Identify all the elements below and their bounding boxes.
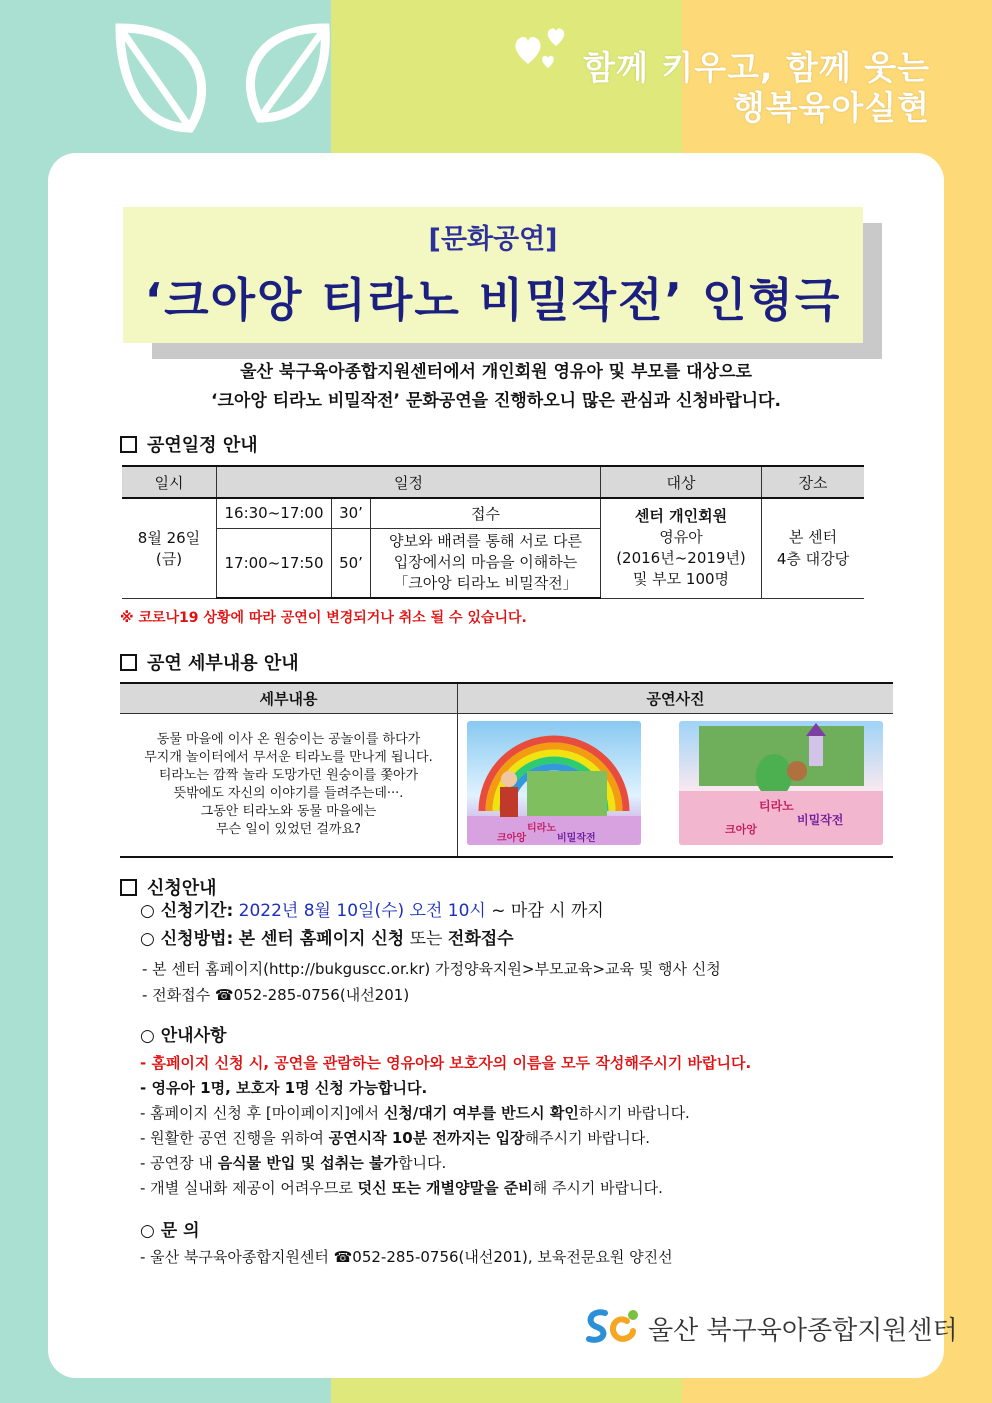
contact-line: - 울산 북구육아종합지원센터 ☎052-285-0756(내선201), 보육전문요원 양진선 — [140, 1248, 673, 1266]
schedule-heading — [120, 431, 258, 457]
period-value: 2022년 8월 10일(수) 오전 10시 — [238, 901, 486, 921]
details-heading-text: 공연 세부내용 안내 — [147, 653, 299, 674]
col-header-details: 세부내용 — [120, 683, 458, 714]
notice-text: - 공연장 내 — [140, 1154, 218, 1172]
hearts-icon — [508, 24, 578, 74]
slogan — [583, 48, 930, 128]
covid-warning: ※ 코로나19 상황에 따라 공연이 변경되거나 취소 될 수 있습니다. — [120, 610, 527, 626]
date: 8월 26일 — [137, 529, 201, 548]
col-header-place: 장소 — [762, 466, 865, 498]
center-logo-icon — [583, 1305, 643, 1347]
period-label: ○ 신청기간: — [140, 901, 234, 921]
notice-item: - 홈페이지 신청 시, 공연을 관람하는 영유아와 보호자의 이름을 모두 작성해주시기 바랍니다. — [140, 1054, 752, 1072]
story-cell — [120, 714, 458, 858]
story-line: 그동안 티라노와 동물 마을에는 — [200, 804, 377, 819]
slogan-line2: 행복육아실현 — [732, 88, 930, 127]
intro-line1: 울산 북구육아종합지원센터에서 개인회원 영유아 및 부모를 대상으로 — [240, 362, 752, 382]
day: (금) — [155, 550, 183, 569]
notice-item: - 영유아 1명, 보호자 1명 신청 가능합니다. — [140, 1079, 428, 1097]
checkbox-icon — [120, 436, 137, 453]
notice-emphasis: 신청/대기 여부를 반드시 확인 — [383, 1104, 579, 1122]
date-cell — [122, 498, 217, 598]
details-heading — [120, 649, 299, 675]
col-header-target: 대상 — [601, 466, 762, 498]
photos-cell — [458, 714, 894, 858]
target-line: 및 부모 100명 — [632, 570, 730, 589]
apply-heading — [120, 874, 217, 900]
story-line: 무지개 놀이터에서 무서운 티라노를 만나게 됩니다. — [144, 750, 433, 765]
method-label: ○ 신청방법: — [140, 929, 234, 949]
content-line: 입장에서의 마음을 이해하는 — [393, 553, 578, 572]
duration-cell: 30’ — [332, 498, 371, 528]
photo2-label: 티라노 — [759, 799, 794, 813]
notice-emphasis: 공연시작 10분 전까지는 입장 — [328, 1129, 525, 1147]
title-category: [문화공연] — [428, 224, 558, 255]
apply-web-line: - 본 센터 홈페이지(http://bukguscc.or.kr) 가정양육지원>부모교육>교육 및 행사 신청 — [142, 960, 721, 978]
method-web: 본 센터 홈페이지 신청 — [238, 929, 405, 949]
performance-photo-2 — [679, 721, 883, 845]
apply-period — [140, 898, 721, 924]
target-line: (2016년~2019년) — [616, 549, 746, 568]
story-line: 뜻밖에도 자신의 이야기를 들려주는데···. — [173, 786, 404, 801]
notice-text: 해주시기 바랍니다. — [524, 1129, 651, 1147]
method-or: 또는 — [409, 929, 443, 949]
content-cell — [371, 528, 601, 598]
contact-heading: ○ 문 의 — [140, 1221, 200, 1241]
photo1-label: 티라노 — [527, 823, 556, 834]
place-cell — [762, 498, 865, 598]
checkbox-icon — [120, 879, 137, 896]
content-line: 양보와 배려를 통해 서로 다른 — [389, 532, 582, 551]
leaves-icon — [110, 18, 340, 148]
story-line: 동물 마을에 이사 온 원숭이는 공놀이를 하다가 — [156, 732, 421, 747]
page-title: ‘크아앙 티라노 비밀작전’ 인형극 — [144, 273, 842, 327]
photo1-label: 크아앙 — [497, 833, 526, 844]
notice-text: - 홈페이지 신청 후 [마이페이지]에서 — [140, 1104, 384, 1122]
notice-item — [140, 1101, 751, 1126]
notice-item — [140, 1151, 751, 1176]
title-box — [123, 207, 863, 343]
notice-list — [140, 1024, 751, 1201]
col-header-schedule: 일정 — [217, 466, 601, 498]
apply-list — [140, 898, 721, 1008]
col-header-photos: 공연사진 — [458, 683, 894, 714]
notice-emphasis: 음식물 반입 및 섭취는 불가 — [217, 1154, 398, 1172]
apply-heading-text: 신청안내 — [147, 878, 217, 899]
content-line: 「크아앙 티라노 비밀작전」 — [393, 574, 578, 593]
notice-text: 하시기 바랍니다. — [578, 1104, 690, 1122]
checkbox-icon — [120, 654, 137, 671]
notice-emphasis: 덧신 또는 개별양말을 준비 — [357, 1179, 533, 1197]
content-cell: 접수 — [371, 498, 601, 528]
time-cell: 17:00~17:50 — [217, 528, 332, 598]
place-line: 4층 대강당 — [776, 550, 850, 569]
notice-text: - 원활한 공연 진행을 위하여 — [140, 1129, 329, 1147]
target-line: 영유아 — [659, 528, 703, 547]
notice-item — [140, 1176, 751, 1201]
photo2-label: 크아앙 — [725, 823, 757, 836]
details-table — [120, 682, 893, 858]
intro-line2: ‘크아앙 티라노 비밀작전’ 문화공연을 진행하오니 많은 관심과 신청바랍니다. — [211, 391, 781, 411]
notice-item — [140, 1126, 751, 1151]
notice-text: 해 주시기 바랍니다. — [532, 1179, 663, 1197]
notice-heading: ○ 안내사항 — [140, 1026, 227, 1046]
center-name: 울산 북구육아종합지원센터 — [648, 1316, 958, 1346]
story-line: 무슨 일이 있었던 걸까요? — [216, 822, 361, 837]
schedule-heading-text: 공연일정 안내 — [147, 435, 258, 456]
apply-method — [140, 926, 721, 952]
photo1-label: 비밀작전 — [557, 833, 596, 844]
apply-phone-line: - 전화접수 ☎052-285-0756(내선201) — [142, 986, 410, 1004]
col-header-datetime: 일시 — [122, 466, 217, 498]
notice-text: 합니다. — [397, 1154, 447, 1172]
intro — [0, 358, 992, 416]
method-phone: 전화접수 — [447, 929, 514, 949]
time-cell: 16:30~17:00 — [217, 498, 332, 528]
photo2-label: 비밀작전 — [797, 813, 844, 827]
duration-cell: 50’ — [332, 528, 371, 598]
contact — [140, 1218, 673, 1270]
slogan-line1: 함께 키우고, 함께 웃는 — [583, 48, 930, 87]
notice-text: - 개별 실내화 제공이 어려우므로 — [140, 1179, 358, 1197]
performance-photo-1 — [467, 721, 641, 845]
target-cell — [601, 498, 762, 598]
story-line: 티라노는 깜짝 놀라 도망가던 원숭이를 쫓아가 — [158, 768, 419, 783]
schedule-table — [122, 465, 864, 599]
target-line: 센터 개인회원 — [634, 507, 728, 526]
place-line: 본 센터 — [788, 528, 838, 547]
period-end: ~ 마감 시 까지 — [491, 901, 604, 921]
